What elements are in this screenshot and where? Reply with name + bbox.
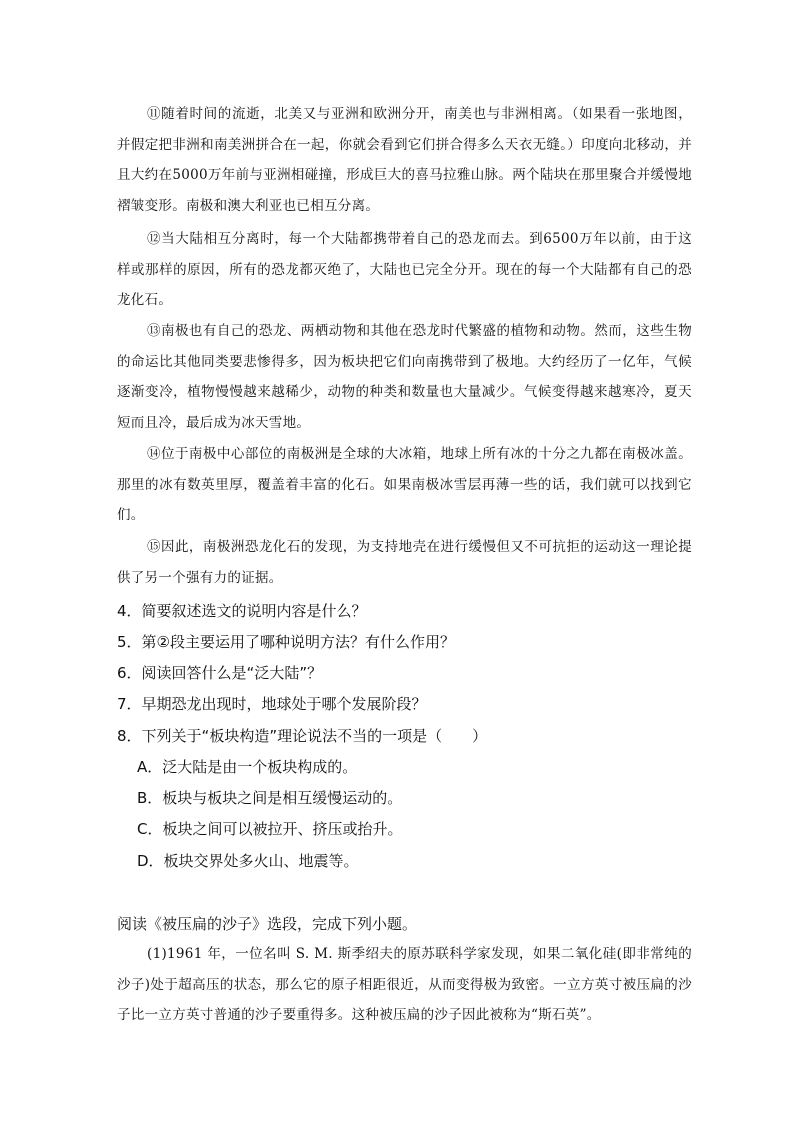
option-b: B．板块与板块之间是相互缓慢运动的。 xyxy=(137,789,403,807)
section-intro: 阅读《被压扁的沙子》选段，完成下列小题。 xyxy=(117,915,418,933)
paragraph-12: ⑫当大陆相互分离时，每一个大陆都携带着自己的恐龙而去。到6500万年以前，由于这样或那样的原因，所有的恐龙都灭绝了，大陆也已完全分开。现在的每一个大陆都有自己的恐龙化石。 xyxy=(117,231,692,308)
question-5: 5．第②段主要运用了哪种说明方法？有什么作用？ xyxy=(117,633,455,651)
paragraph-14: ⑭位于南极中心部位的南极洲是全球的大冰箱，地球上所有冰的十分之九都在南极冰盖。那里的冰有数英里厚，覆盖着丰富的化石。如果南极冰雪层再薄一些的话，我们就可以找到它们。 xyxy=(117,446,692,523)
question-8: 8．下列关于“板块构造”理论说法不当的一项是（ ） xyxy=(117,727,488,745)
option-d: D．板块交界处多火山、地震等。 xyxy=(137,852,359,870)
section2-paragraph-1: (1)1961 年，一位名叫 S. M. 斯季绍夫的原苏联科学家发现，如果二氧化硅(即非常纯的沙子)处于超高压的状态，那么它的原子相距很近，从而变得极为致密。一立方英寸被压扁的沙子比一立方英寸普通的沙子要重得多。这种被压扁的沙子因此被称为“斯石英”。 xyxy=(117,946,692,1023)
paragraph-11: ⑪随着时间的流逝，北美又与亚洲和欧洲分开，南美也与非洲相离。（如果看一张地图，并假定把非洲和南美洲拼合在一起，你就会看到它们拼合得多么天衣无缝。）印度向北移动，并且大约在5000万年前与亚洲相碰撞，形成巨大的喜马拉雅山脉。两个陆块在那里聚合并缓慢地褶皱变形。南极和澳大利亚也已相互分离。 xyxy=(117,106,692,214)
option-a: A．泛大陆是由一个板块构成的。 xyxy=(137,758,358,776)
paragraph-13: ⑬南极也有自己的恐龙、两栖动物和其他在恐龙时代繁盛的植物和动物。然而，这些生物的命运比其他同类要悲惨得多，因为板块把它们向南携带到了极地。大约经历了一亿年，气候逐渐变冷，植物慢慢越来越稀少，动物的种类和数量也大量减少。气候变得越来越寒冷，夏天短而且冷，最后成为冰天雪地。 xyxy=(117,323,692,431)
question-6: 6．阅读回答什么是“泛大陆”？ xyxy=(117,664,323,682)
question-4: 4．简要叙述选文的说明内容是什么？ xyxy=(117,602,367,620)
option-c: C．板块之间可以被拉开、挤压或抬升。 xyxy=(137,820,403,838)
paragraph-15: ⑮因此，南极洲恐龙化石的发现，为支持地壳在进行缓慢但又不可抗拒的运动这一理论提供了另一个强有力的证据。 xyxy=(117,539,692,586)
question-7: 7．早期恐龙出现时，地球处于哪个发展阶段？ xyxy=(117,695,427,713)
